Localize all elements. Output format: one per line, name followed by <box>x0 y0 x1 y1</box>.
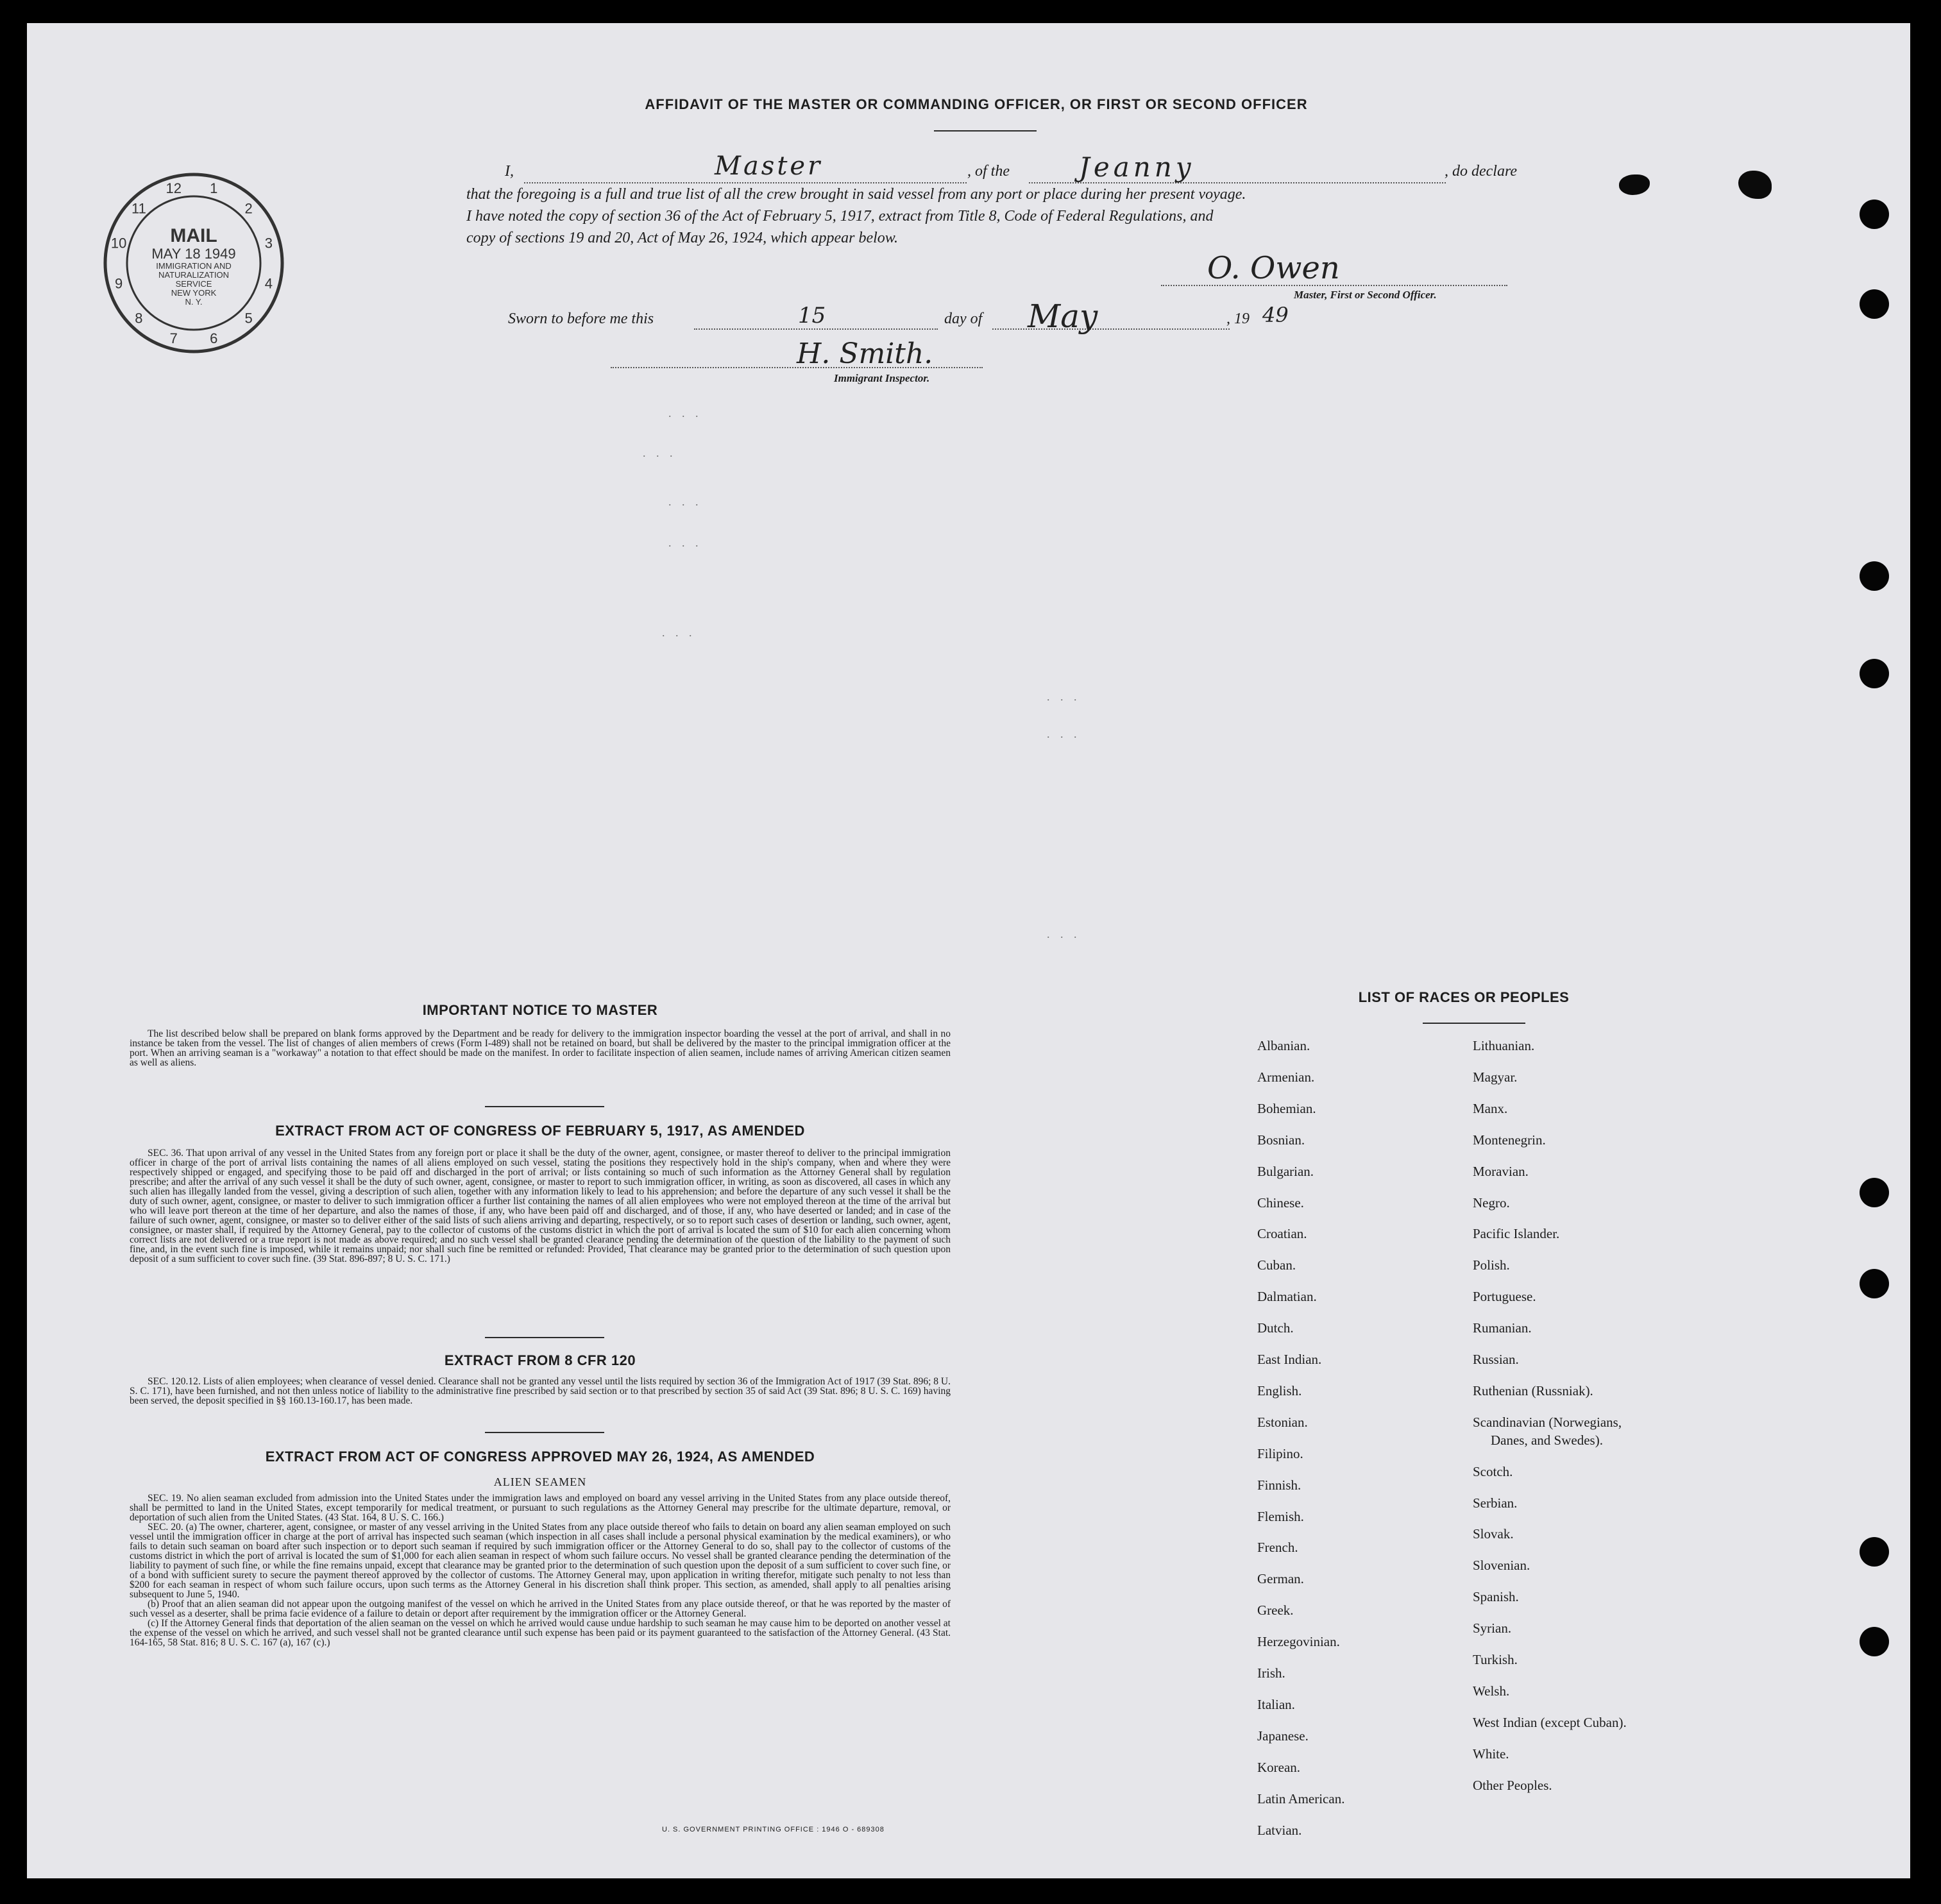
title-underline <box>934 130 1037 132</box>
document-page <box>27 23 1910 1878</box>
guide-dots: . . . <box>1047 690 1081 703</box>
stamp-agency-1: IMMIGRATION AND <box>156 261 232 271</box>
ink-blot <box>1619 174 1650 195</box>
punch-hole <box>1860 1537 1889 1567</box>
name-fill-line <box>524 182 967 183</box>
race-item: Montenegrin. <box>1473 1132 1546 1148</box>
race-item: Turkish. <box>1473 1652 1518 1667</box>
handwritten-signature: O. Owen <box>1207 250 1340 286</box>
guide-dots: . . . <box>643 446 677 459</box>
race-item: Bosnian. <box>1257 1132 1305 1148</box>
extract-1917-title: EXTRACT FROM ACT OF CONGRESS OF FEBRUARY 5, 1917, AS AMENDED <box>275 1123 805 1139</box>
punch-hole <box>1860 1178 1889 1207</box>
stamp-city: NEW YORK <box>171 288 217 298</box>
extract-cfr-text: SEC. 120.12. Lists of alien employees; when clearance of vessel denied. Clearance shall not be granted any vessel until the lists required by section 36 of the Immigration Act of 1917 (39 Stat. 896; 8 U. S. C. 171), have been furnished, and not then unless notice of liability to the administrative fine prescribed by said section or to that prescribed by section 35 of said Act (39 Stat. 896; 8 U. S. C. 169) having been served, the deposit specified in §§ 160.13-160.17, has been made. <box>130 1376 951 1406</box>
printing-office-footer: U. S. GOVERNMENT PRINTING OFFICE : 1946 O - 689308 <box>662 1826 885 1833</box>
race-item: Scotch. <box>1473 1463 1513 1479</box>
stamp-ring-number: 11 <box>131 200 146 217</box>
race-item: Filipino. <box>1257 1445 1303 1461</box>
divider <box>485 1337 604 1338</box>
race-item: Negro. <box>1473 1194 1510 1211</box>
stamp-ring-number: 1 <box>210 180 218 197</box>
race-item: Moravian. <box>1473 1163 1529 1179</box>
race-item: Latin American. <box>1257 1790 1345 1806</box>
notice-text: The list described below shall be prepared on blank forms approved by the Department and be ready for delivery to the immigration inspector boarding the vessel at the port of arrival, and shall in no instance be taken from the vessel. The list of changes of alien members of crews (Form I-489) shall not be retained on board, but shall be delivered by the master to the principal immigration officer at the port. When an arriving seaman is a "workaway" a notation to that effect should be made on the manifest. In order to facilitate inspection of alien seamen, include names of arriving American citizen seamen as well as aliens. <box>130 1028 951 1068</box>
race-item: Ruthenian (Russniak). <box>1473 1382 1593 1398</box>
handwritten-year: 49 <box>1262 303 1289 327</box>
stamp-state: N. Y. <box>185 297 203 307</box>
stamp-mail: MAIL <box>170 225 217 246</box>
race-item: Latvian. <box>1257 1822 1302 1838</box>
race-item: Magyar. <box>1473 1069 1518 1085</box>
stamp-agency-3: SERVICE <box>175 279 212 289</box>
race-item: Dalmatian. <box>1257 1289 1317 1305</box>
race-item: English. <box>1257 1382 1302 1398</box>
punch-hole <box>1860 289 1889 319</box>
stamp-ring-number: 10 <box>110 235 127 251</box>
guide-dots: . . . <box>1047 727 1081 740</box>
race-item: Scandinavian (Norwegians, <box>1473 1414 1622 1430</box>
day-fill-line <box>694 328 938 330</box>
race-item: Welsh. <box>1473 1683 1510 1699</box>
race-item: Dutch. <box>1257 1320 1294 1336</box>
sworn-text: Sworn to before me this <box>508 310 654 327</box>
punch-hole <box>1860 1627 1889 1656</box>
punch-hole <box>1860 561 1889 591</box>
day-of-text: day of <box>944 310 983 327</box>
race-item: Syrian. <box>1473 1620 1512 1636</box>
stamp-ring-number: 7 <box>169 330 178 346</box>
stamp-ring-number: 9 <box>114 275 123 292</box>
stamp-ring-number: 2 <box>244 200 253 217</box>
race-item: Flemish. <box>1257 1508 1304 1524</box>
race-item: Korean. <box>1257 1759 1301 1775</box>
year-prefix: , 19 <box>1226 310 1250 327</box>
race-item: Estonian. <box>1257 1414 1308 1430</box>
stamp-agency-2: NATURALIZATION <box>158 270 230 280</box>
section-20a-text: SEC. 20. (a) The owner, charterer, agent, consignee, or master of any vessel arriving in the United States from any place outside thereof who fails to detain on board any alien seaman employed on such vessel until the immigration officer in charge at the port of arrival has inspected such seaman (which inspection in all cases shall include a personal physical examination by the medical examiners), or who fails to detain such seaman on board after such inspection or to deport such seaman if required by such immigration officer or the Attorney General to do so, shall pay to the collector of customs of the customs district in which the port of arrival is located the sum of $1,000 for each alien seaman in respect of whom such failure occurs. No vessel shall be granted clearance pending the determination of the liability to payment of such fine, or while the fine remains unpaid, except that clearance may be granted prior to the determination of such question upon the deposit of a sum sufficient to cover such fine, or of a bond with sufficient surety to secure the payment thereof approved by the collector of customs. The Attorney General may, upon application in writing therefor, mitigate such penalty to not less than $200 for each seaman in respect of whom such failure occurs, upon such terms as the Attorney General in his discretion shall think proper. This section, as amended, shall apply to all penalties arising subsequent to June 5, 1940. <box>130 1522 951 1600</box>
race-item: Bulgarian. <box>1257 1163 1314 1179</box>
handwritten-master: Master <box>715 151 823 181</box>
race-item: Croatian. <box>1257 1226 1307 1242</box>
races-title: LIST OF RACES OR PEOPLES <box>1358 989 1570 1005</box>
race-item: Armenian. <box>1257 1069 1315 1085</box>
race-item: German. <box>1257 1571 1304 1587</box>
handwritten-day: 15 <box>798 303 826 328</box>
signature-caption: Master, First or Second Officer. <box>1294 289 1437 301</box>
race-item: Russian. <box>1473 1352 1519 1367</box>
race-item: Pacific Islander. <box>1473 1226 1560 1242</box>
race-item: Albanian. <box>1257 1038 1310 1053</box>
affidavit-line-4: copy of sections 19 and 20, Act of May 26, 1924, which appear below. <box>466 230 899 246</box>
race-item: East Indian. <box>1257 1352 1322 1367</box>
stamp-ring-number: 8 <box>135 310 143 327</box>
stamp-ring-number: 5 <box>244 310 253 327</box>
race-item: Herzegovinian. <box>1257 1634 1340 1650</box>
race-item: Danes, and Swedes). <box>1491 1432 1603 1448</box>
race-item: Italian. <box>1257 1696 1295 1712</box>
extract-1924-title: EXTRACT FROM ACT OF CONGRESS APPROVED MAY 26, 1924, AS AMENDED <box>265 1449 815 1465</box>
punch-hole <box>1860 200 1889 229</box>
do-declare-text: , do declare <box>1445 163 1518 180</box>
stamp-ring-number: 4 <box>264 275 273 292</box>
punch-hole <box>1860 659 1889 688</box>
stamp-ring-number: 12 <box>165 180 182 197</box>
affidavit-i: I, <box>505 163 514 180</box>
guide-dots: . . . <box>1047 928 1081 940</box>
notice-title: IMPORTANT NOTICE TO MASTER <box>422 1002 658 1018</box>
ink-blot <box>1738 171 1772 199</box>
affidavit-title: AFFIDAVIT OF THE MASTER OR COMMANDING OFFICER, OR FIRST OR SECOND OFFICER <box>645 96 1308 112</box>
handwritten-inspector: H. Smith. <box>797 337 933 370</box>
race-item: West Indian (except Cuban). <box>1473 1714 1627 1730</box>
race-item: Greek. <box>1257 1602 1294 1619</box>
race-item: Japanese. <box>1257 1728 1309 1744</box>
stamp-ring-number: 6 <box>210 330 218 346</box>
race-item: Serbian. <box>1473 1495 1518 1511</box>
race-item: Lithuanian. <box>1473 1038 1535 1053</box>
guide-dots: . . . <box>662 626 696 639</box>
race-item: Slovenian. <box>1473 1558 1530 1574</box>
race-item: White. <box>1473 1746 1509 1762</box>
divider <box>485 1106 604 1107</box>
race-item: Spanish. <box>1473 1589 1519 1605</box>
alien-seamen-subtitle: ALIEN SEAMEN <box>493 1475 587 1488</box>
punch-hole <box>1860 1269 1889 1298</box>
race-item: Slovak. <box>1473 1526 1514 1542</box>
extract-1924-body <box>130 1493 951 1647</box>
race-item: Irish. <box>1257 1665 1285 1681</box>
race-item: Manx. <box>1473 1100 1508 1116</box>
race-item: Chinese. <box>1257 1194 1304 1211</box>
race-item: Finnish. <box>1257 1477 1301 1493</box>
stamp-date: MAY 18 1949 <box>151 246 236 262</box>
section-19-text: SEC. 19. No alien seaman excluded from admission into the United States under the immigration laws and employed on board any vessel arriving in the United States from any place outside thereof, shall be permitted to land in the United States, except temporarily for medical treatment, or pursuant to such regulations as the Attorney General may prescribe for the ultimate departure, removal, or deportation of such alien from the United States. (43 Stat. 164, 8 U. S. C. 166.) <box>130 1493 951 1523</box>
race-item: Polish. <box>1473 1257 1510 1273</box>
stamp-ring-number: 3 <box>264 235 273 251</box>
race-item: Cuban. <box>1257 1257 1296 1273</box>
guide-dots: . . . <box>668 495 702 508</box>
race-item: Portuguese. <box>1473 1289 1536 1305</box>
inspector-caption: Immigrant Inspector. <box>834 372 930 384</box>
divider <box>485 1432 604 1433</box>
races-title-underline <box>1423 1023 1525 1024</box>
handwritten-vessel: Jeanny <box>1079 151 1195 183</box>
affidavit-line-3: I have noted the copy of section 36 of the Act of February 5, 1917, extract from Title 8, Code of Federal Regulations, and <box>466 208 1214 225</box>
race-item: Bohemian. <box>1257 1100 1316 1116</box>
section-20c-text: (c) If the Attorney General finds that deportation of the alien seaman on the vessel on which he arrived would cause undue hardship to such seaman he may cause him to be deported on another vessel at the expense of the vessel on which he arrived, and such vessel shall not be granted clearance until such expense has been paid or its payment guaranteed to the satisfaction of the Attorney General. (43 Stat. 164-165, 58 Stat. 816; 8 U. S. C. 167 (a), 167 (c).) <box>130 1618 951 1648</box>
mail-received-stamp <box>101 171 286 355</box>
handwritten-month: May <box>1028 298 1098 335</box>
affidavit-line-2: that the foregoing is a full and true list of all the crew brought in said vessel from any port or place during her present voyage. <box>466 186 1246 203</box>
race-item: French. <box>1257 1540 1298 1556</box>
guide-dots: . . . <box>668 536 702 549</box>
race-item: Rumanian. <box>1473 1320 1532 1336</box>
extract-cfr-title: EXTRACT FROM 8 CFR 120 <box>444 1352 636 1368</box>
of-the-text: , of the <box>967 163 1010 180</box>
extract-1917-text: SEC. 36. That upon arrival of any vessel in the United States from any foreign port or place it shall be the duty of the owner, agent, consignee, or master thereof to deliver to the principal immigration officer in charge of the port of arrival lists containing the names of all aliens employed on such vessel, stating the positions they respectively hold in the ship's company, when and where they were respectively shipped or engaged, and specifying those to be paid off and discharged in the port of arrival; or lists containing so much of such information as the Attorney General shall by regulation prescribe; and after the arrival of any such vessel it shall be the duty of such owner, agent, consignee, or master to report to such immigration officer, in writing, as soon as discovered, all cases in which any such alien has illegally landed from the vessel, giving a description of such alien, together with any information likely to lead to his apprehension; and before the departure of any such vessel it shall be the duty of such owner, agent, consignee, or master to deliver to such immigration officer a further list containing the names of all alien employees who were not employed thereon at the time of the arrival but who will leave port thereon at the time of her departure, and also the names of those, if any, who have been paid off and discharged, and of those, if any, who have deserted or landed; and in case of the failure of such owner, agent, consignee, or master so to deliver either of the said lists of such aliens arriving and departing, respectively, or so to report such cases of desertion or landing, such owner, agent, consignee, or master shall, if required by the Attorney General, pay to the collector of customs of the customs district in which the port of arrival is located the sum of $10 for each alien concerning whom correct lists are not delivered or a true report is not made as above required; and no such vessel shall be granted clearance pending the determination of the question of the liability to the payment of such fine, and, in the event such fine is imposed, while it remains unpaid; nor shall such fine be remitted or refunded: Provided, That clearance may be granted prior to the determination of such question upon deposit of a sum sufficient to cover such fine. (39 Stat. 896-897; 8 U. S. C. 171.) <box>130 1148 951 1264</box>
race-item: Other Peoples. <box>1473 1777 1552 1793</box>
guide-dots: . . . <box>668 407 702 420</box>
section-20b-text: (b) Proof that an alien seaman did not appear upon the outgoing manifest of the vessel on which he arrived in the United States from any place outside thereof, or that he was reported by the master of such vessel as a deserter, shall be prima facie evidence of a failure to detain or deport after requirement by the immigration officer or the Attorney General. <box>130 1599 951 1619</box>
